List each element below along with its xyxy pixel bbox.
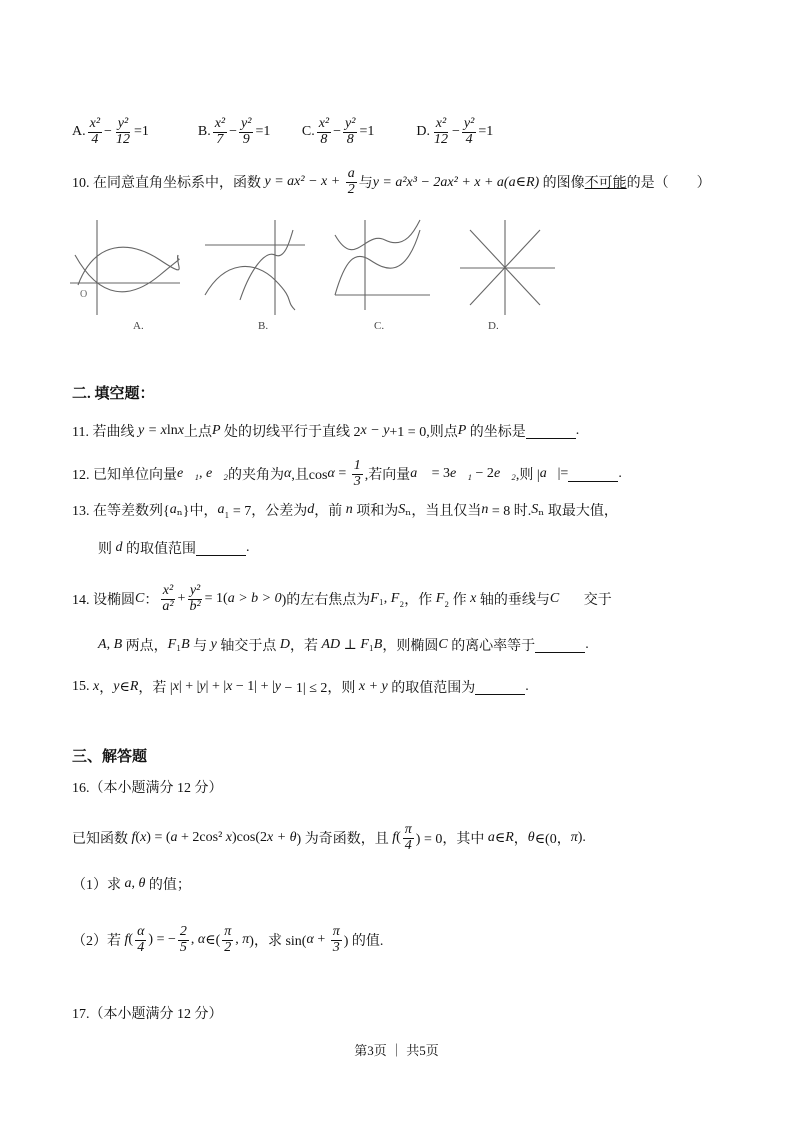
- math: F: [167, 637, 177, 652]
- text: ∈(: [205, 932, 221, 948]
- math: C: [135, 591, 145, 607]
- math: y: [274, 679, 281, 694]
- fraction: [403, 823, 414, 853]
- math: n: [481, 502, 489, 517]
- text: =1: [359, 124, 375, 140]
- text: ₁,: [378, 591, 391, 607]
- text: +: [313, 932, 329, 948]
- q14-cont: [98, 635, 589, 655]
- math: x: [470, 591, 477, 607]
- text: +1 = 0,则点: [389, 425, 458, 440]
- text: ₙ，当且仅当: [405, 504, 482, 519]
- text: | + |: [178, 679, 200, 694]
- fraction: [178, 925, 189, 955]
- numerator: y²: [189, 583, 201, 598]
- denominator: 3: [332, 939, 340, 955]
- math: x + θ: [267, 830, 297, 846]
- text: A.: [72, 124, 86, 140]
- math: A: [98, 637, 107, 652]
- math: x: [225, 830, 232, 846]
- denominator: 4: [91, 131, 99, 147]
- math: F: [390, 591, 400, 607]
- denominator: 8: [320, 131, 328, 147]
- q16-part2: [72, 925, 383, 955]
- numerator: y²: [345, 116, 356, 131]
- numerator: y²: [463, 116, 475, 131]
- answer-blank: [475, 680, 525, 695]
- math: θ: [527, 830, 535, 846]
- text: 的离心率等于: [447, 639, 536, 654]
- fraction: [135, 925, 146, 955]
- q13-cont: [98, 538, 250, 558]
- text: − 1| + |: [232, 679, 275, 694]
- math: a > b > 0: [227, 591, 282, 607]
- math: a: [124, 876, 132, 891]
- text: = 8 时.: [488, 504, 532, 519]
- text: 已知函数: [72, 832, 132, 848]
- text: ) = −: [148, 932, 176, 948]
- text: | + |: [205, 679, 227, 694]
- fraction: [432, 117, 450, 147]
- answer-blank: [568, 467, 618, 482]
- math: R: [505, 830, 514, 846]
- numerator: y²: [241, 116, 252, 131]
- fraction: [343, 117, 357, 147]
- underlined-text: 不可能: [584, 176, 627, 192]
- denominator: 9: [242, 131, 250, 147]
- fraction: [462, 117, 476, 147]
- q14: [72, 584, 612, 614]
- text: =1: [255, 124, 271, 140]
- numerator: x²: [214, 116, 226, 131]
- math: e⃗₂: [493, 466, 516, 482]
- text: ∈(0，: [534, 832, 571, 848]
- q17-header: [72, 1003, 223, 1023]
- text: ，前: [314, 504, 346, 519]
- fraction: [317, 117, 331, 147]
- math: a⃗: [410, 466, 429, 482]
- text: ₂，作: [399, 593, 436, 609]
- math: C: [438, 637, 448, 652]
- denominator: 4: [404, 837, 412, 853]
- math: P: [211, 423, 221, 438]
- answer-blank: [535, 638, 585, 653]
- math: α: [283, 466, 292, 482]
- denominator: 12: [115, 131, 130, 147]
- text: ，若: [289, 639, 322, 654]
- graph-b: [205, 220, 305, 315]
- text: 14. 设椭圆: [72, 593, 135, 609]
- numerator: a: [347, 166, 355, 181]
- math: e⃗₁: [450, 466, 473, 482]
- q16-header: [72, 777, 223, 797]
- text: ,且cos: [291, 468, 328, 484]
- math: AD: [321, 637, 341, 652]
- fraction: [213, 117, 227, 147]
- math: y = a²x³ − 2ax² + x + a(a∈R): [372, 174, 540, 190]
- text: 项和为: [352, 504, 399, 519]
- text: (: [128, 932, 134, 948]
- text: 交于: [559, 593, 612, 609]
- math: x: [140, 830, 147, 846]
- text: ₙ 取最大值，: [538, 504, 618, 519]
- math: x: [172, 679, 179, 694]
- math: F: [370, 591, 379, 607]
- text: ) = 0，其中: [415, 832, 488, 848]
- text: ，: [99, 681, 114, 696]
- text: 13. 在等差数列{: [72, 504, 170, 519]
- text: 轴的垂线与: [476, 593, 550, 609]
- numerator: y²: [117, 116, 129, 131]
- text: ).: [577, 830, 586, 846]
- text: ，: [513, 832, 528, 848]
- text: ,: [235, 932, 243, 948]
- q16-stem: [72, 823, 586, 853]
- q10: [72, 167, 711, 197]
- text: )的左右焦点为: [281, 593, 371, 609]
- math: f: [392, 830, 397, 846]
- math: x: [177, 423, 184, 438]
- q11: [72, 421, 579, 441]
- text: .: [525, 679, 529, 694]
- text: (: [396, 830, 401, 846]
- math: a: [217, 502, 225, 517]
- fraction: [160, 584, 175, 614]
- text: (: [135, 830, 141, 846]
- text: ) 为奇函数，且: [296, 832, 393, 848]
- q15: [72, 677, 529, 697]
- math: α: [327, 466, 335, 482]
- math: F: [435, 591, 445, 607]
- q10-graph-options: [70, 200, 610, 340]
- fraction: [331, 925, 342, 955]
- text: − 1| ≤ 2，则: [281, 681, 359, 696]
- text: = 1(: [204, 591, 228, 607]
- denominator: a²: [162, 598, 174, 614]
- math: P: [457, 423, 467, 438]
- q12: [72, 459, 622, 489]
- fraction: [346, 167, 357, 197]
- page-footer: 第3页 ｜ 共5页: [354, 1043, 439, 1058]
- math: a: [170, 830, 178, 846]
- text: 的图像: [539, 176, 585, 192]
- text: 上点: [183, 425, 212, 440]
- text: 15.: [72, 679, 93, 694]
- text: 轴交于点: [216, 639, 280, 654]
- math: a⃗: [539, 466, 558, 482]
- text: （1）求: [72, 878, 125, 893]
- q16-part1: [72, 874, 191, 894]
- answer-blank: [526, 424, 576, 439]
- text: 10. 在同意直角坐标系中，函数: [72, 176, 265, 192]
- text: ₂ 作: [444, 593, 471, 609]
- text: = 3: [428, 466, 451, 482]
- text: )，求 sin(: [249, 934, 307, 950]
- math: f: [131, 830, 136, 846]
- text: D.: [374, 124, 430, 140]
- math: R: [129, 679, 139, 694]
- text: .: [246, 540, 250, 555]
- numerator: π: [332, 924, 340, 939]
- numerator: π: [224, 924, 232, 939]
- text: =1: [478, 124, 494, 140]
- text: 三、解答题: [72, 749, 148, 765]
- fraction: [222, 925, 233, 955]
- text: ,: [106, 637, 114, 652]
- text: |=: [557, 466, 569, 482]
- text: ) = (: [146, 830, 171, 846]
- text: ln: [166, 423, 178, 438]
- graph-label-a: A.: [133, 320, 144, 332]
- math: x − y: [360, 423, 390, 438]
- math: x: [226, 679, 233, 694]
- text: C.: [270, 124, 315, 140]
- q9-options: [72, 117, 493, 147]
- text: ₙ}中，: [176, 504, 218, 519]
- text: 的值；: [145, 878, 191, 893]
- text: −: [333, 124, 342, 140]
- text: ₁: [368, 637, 374, 652]
- text: ∈: [494, 830, 506, 846]
- fraction: [187, 584, 202, 614]
- graph-c: [335, 220, 430, 310]
- denominator: 2: [347, 181, 355, 197]
- text: ,则 |: [515, 468, 540, 484]
- text: 二. 填空题：: [72, 386, 155, 402]
- axis-origin: O: [80, 289, 88, 300]
- math: d: [307, 502, 315, 517]
- math: S: [398, 502, 406, 517]
- graph-a: [70, 220, 180, 315]
- math: π: [242, 932, 250, 948]
- math: y: [113, 679, 120, 694]
- text: 的夹角为: [227, 468, 284, 484]
- text: − 2: [472, 466, 494, 482]
- math: e⃗₁, e⃗₂: [177, 466, 228, 482]
- text: ⊥: [340, 637, 361, 653]
- section-3-title: [72, 745, 147, 766]
- text: （2）若: [72, 934, 125, 950]
- numerator: π: [404, 822, 412, 837]
- math: D: [279, 637, 290, 652]
- math: x: [93, 679, 100, 694]
- math: f: [124, 932, 129, 948]
- math: n: [345, 502, 353, 517]
- math: y = ax² − x +: [264, 174, 344, 190]
- text: =: [334, 466, 350, 482]
- text: ₁: [176, 637, 182, 652]
- text: 16.（本小题满分 12 分）: [72, 781, 223, 796]
- text: ∈: [119, 679, 130, 695]
- text: 两点，: [122, 639, 168, 654]
- text: .: [575, 423, 580, 438]
- text: 17.（本小题满分 12 分）: [72, 1007, 223, 1022]
- math: x + y: [358, 679, 388, 694]
- math: a: [487, 830, 495, 846]
- denominator: 2: [224, 939, 232, 955]
- text: 则: [98, 542, 116, 557]
- fraction: [114, 117, 132, 147]
- text: )cos(2: [232, 830, 267, 846]
- text: ,: [131, 876, 139, 891]
- text: ) 的值.: [343, 934, 384, 950]
- answer-blank: [196, 541, 246, 556]
- text: −: [451, 124, 460, 140]
- text: ,: [190, 932, 198, 948]
- text: 的取值范围: [122, 542, 196, 557]
- text: ：: [144, 593, 159, 609]
- text: =1: [133, 124, 149, 140]
- fraction: [88, 117, 102, 147]
- math: B: [373, 637, 383, 652]
- numerator: x²: [318, 116, 330, 131]
- text: 与: [358, 176, 373, 192]
- text: ，若 |: [138, 681, 173, 696]
- math: y = x: [137, 423, 167, 438]
- text: ,若向量: [364, 468, 411, 484]
- denominator: 8: [346, 131, 354, 147]
- text: 12. 已知单位向量: [72, 468, 177, 484]
- math: F: [360, 637, 369, 652]
- text: ₁ = 7，公差为: [224, 504, 308, 519]
- text: 的取值范围为: [387, 681, 476, 696]
- math: B: [113, 637, 123, 652]
- text: +: [177, 591, 186, 607]
- text: 11. 若曲线: [72, 425, 138, 440]
- text: 的是（ ）: [626, 176, 711, 192]
- math: a: [169, 502, 177, 517]
- numerator: α: [137, 924, 145, 939]
- text: 与: [189, 639, 211, 654]
- numerator: x²: [162, 583, 174, 598]
- denominator: b²: [189, 598, 201, 614]
- text: 处的切线平行于直线 2: [220, 425, 361, 440]
- graph-label-d: D.: [488, 320, 499, 332]
- section-2-title: [72, 382, 155, 403]
- graph-label-c: C.: [374, 320, 385, 332]
- denominator: 5: [179, 939, 187, 955]
- text: ，则椭圆: [382, 639, 439, 654]
- text: −: [229, 124, 238, 140]
- graph-d: [460, 220, 555, 315]
- text: 的坐标是: [466, 425, 526, 440]
- math: α: [197, 932, 206, 948]
- denominator: 4: [137, 939, 145, 955]
- math: y: [199, 679, 206, 694]
- denominator: 3: [353, 473, 361, 489]
- math: y: [210, 637, 217, 652]
- math: d: [115, 540, 123, 555]
- denominator: 7: [216, 131, 224, 147]
- numerator: x²: [89, 116, 101, 131]
- math: θ: [138, 876, 146, 891]
- fraction: [352, 459, 363, 489]
- text: + 2cos²: [177, 830, 226, 846]
- math: α: [306, 932, 314, 948]
- text: .: [618, 466, 622, 482]
- denominator: 12: [433, 131, 448, 147]
- fraction: [239, 117, 253, 147]
- math: C: [549, 591, 560, 607]
- text: −: [104, 124, 112, 140]
- denominator: 4: [465, 131, 473, 147]
- q13: [72, 500, 618, 520]
- numerator: 1: [353, 458, 361, 473]
- text: B.: [148, 124, 211, 140]
- math: π: [570, 830, 578, 846]
- text: .: [585, 637, 589, 652]
- numerator: x²: [435, 116, 447, 131]
- math: B: [181, 637, 190, 652]
- graph-label-b: B.: [258, 320, 269, 332]
- numerator: 2: [179, 924, 187, 939]
- math: S: [531, 502, 539, 517]
